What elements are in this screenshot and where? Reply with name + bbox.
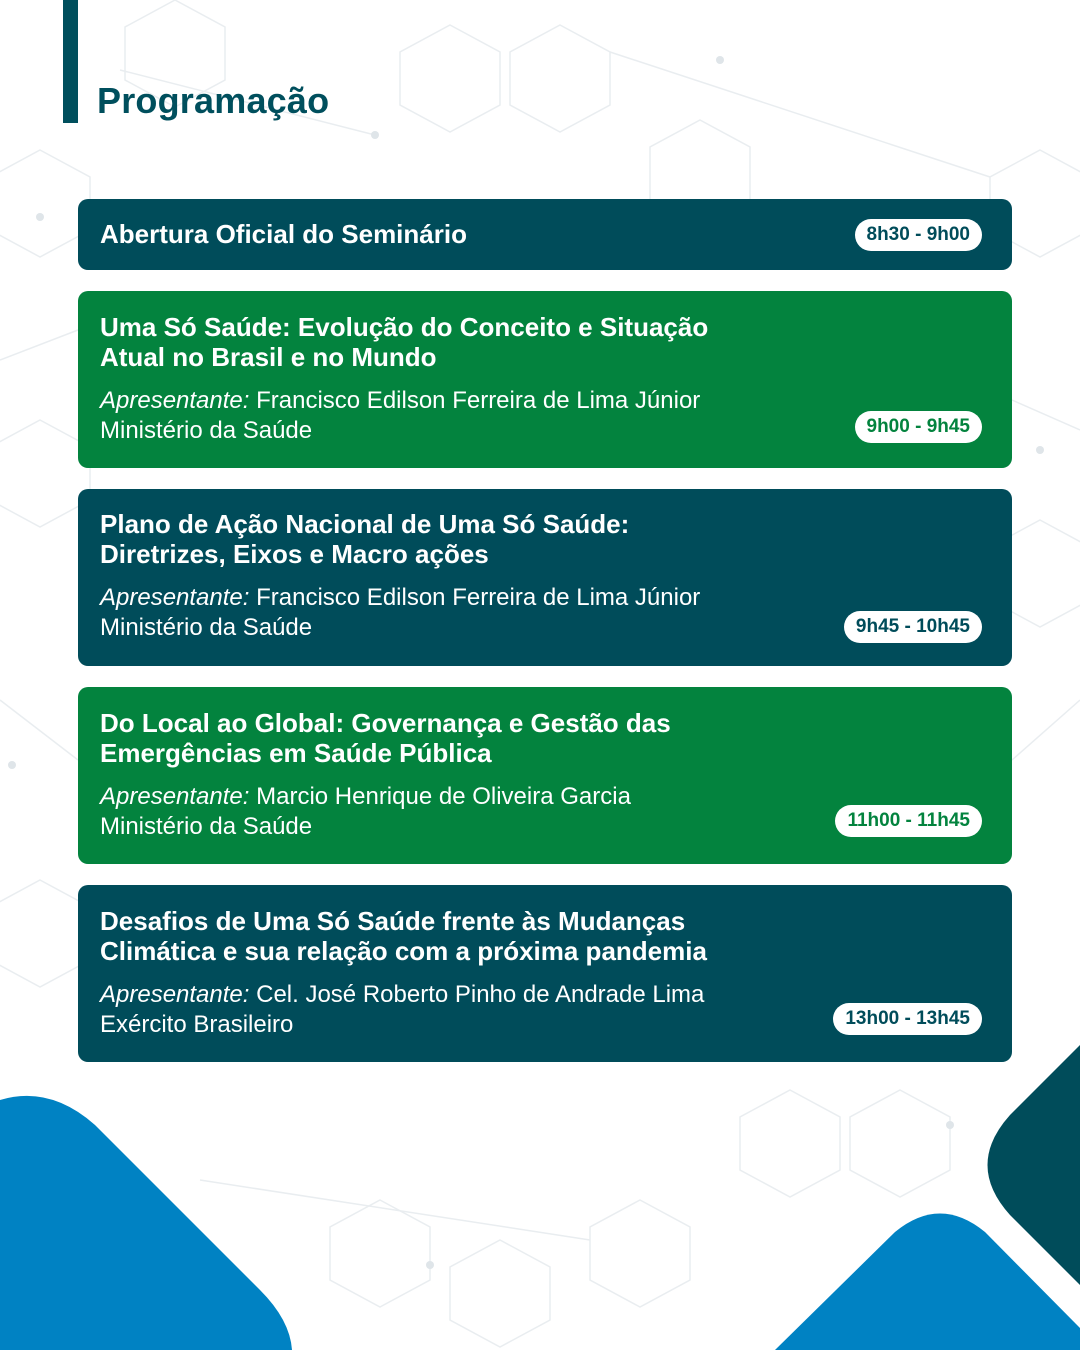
session-time-badge: 8h30 - 9h00 bbox=[855, 219, 983, 251]
page-title: Programação bbox=[97, 80, 330, 121]
presenter-label: Apresentante: bbox=[100, 387, 250, 414]
session-title bbox=[100, 708, 671, 768]
session-presenter bbox=[100, 583, 700, 613]
session-title bbox=[100, 509, 700, 569]
presenter-name: Cel. José Roberto Pinho de Andrade Lima bbox=[256, 981, 705, 1008]
session-card-opening bbox=[78, 199, 1012, 270]
session-card-national-plan bbox=[78, 489, 1012, 666]
presenter-name: Marcio Henrique de Oliveira Garcia bbox=[256, 783, 631, 810]
session-title-line: Desafios de Uma Só Saúde frente às Mudanças bbox=[100, 906, 686, 936]
session-presenter bbox=[100, 782, 671, 812]
session-organization: Ministério da Saúde bbox=[100, 813, 313, 840]
presenter-name: Francisco Edilson Ferreira de Lima Júnior bbox=[256, 387, 701, 414]
session-title-line: Do Local ao Global: Governança e Gestão das bbox=[100, 708, 671, 738]
session-presenter bbox=[100, 386, 708, 416]
title-accent-bar bbox=[63, 0, 78, 123]
presenter-label: Apresentante: bbox=[100, 584, 250, 611]
session-organization: Ministério da Saúde bbox=[100, 417, 313, 444]
session-title-line: Emergências em Saúde Pública bbox=[100, 738, 492, 768]
session-card-one-health-concept bbox=[78, 291, 1012, 468]
session-presenter bbox=[100, 980, 707, 1010]
session-time-badge: 11h00 - 11h45 bbox=[835, 805, 982, 837]
session-title-line: Climática e sua relação com a próxima pandemia bbox=[100, 936, 707, 966]
session-title: Abertura Oficial do Seminário bbox=[100, 219, 467, 249]
session-title-line: Diretrizes, Eixos e Macro ações bbox=[100, 539, 489, 569]
session-card-local-global bbox=[78, 687, 1012, 864]
presenter-name: Francisco Edilson Ferreira de Lima Júnior bbox=[256, 584, 701, 611]
session-title bbox=[100, 906, 707, 966]
session-title-line: Plano de Ação Nacional de Uma Só Saúde: bbox=[100, 509, 630, 539]
session-organization: Exército Brasileiro bbox=[100, 1011, 294, 1038]
session-time-badge: 13h00 - 13h45 bbox=[833, 1003, 982, 1035]
session-title-line: Uma Só Saúde: Evolução do Conceito e Situação bbox=[100, 312, 709, 342]
presenter-label: Apresentante: bbox=[100, 783, 250, 810]
session-organization: Ministério da Saúde bbox=[100, 614, 313, 641]
session-time-badge: 9h45 - 10h45 bbox=[844, 611, 982, 643]
presenter-label: Apresentante: bbox=[100, 981, 250, 1008]
session-time-badge: 9h00 - 9h45 bbox=[855, 411, 983, 443]
session-title bbox=[100, 312, 708, 372]
session-card-challenges bbox=[78, 885, 1012, 1062]
session-title-line: Atual no Brasil e no Mundo bbox=[100, 342, 437, 372]
